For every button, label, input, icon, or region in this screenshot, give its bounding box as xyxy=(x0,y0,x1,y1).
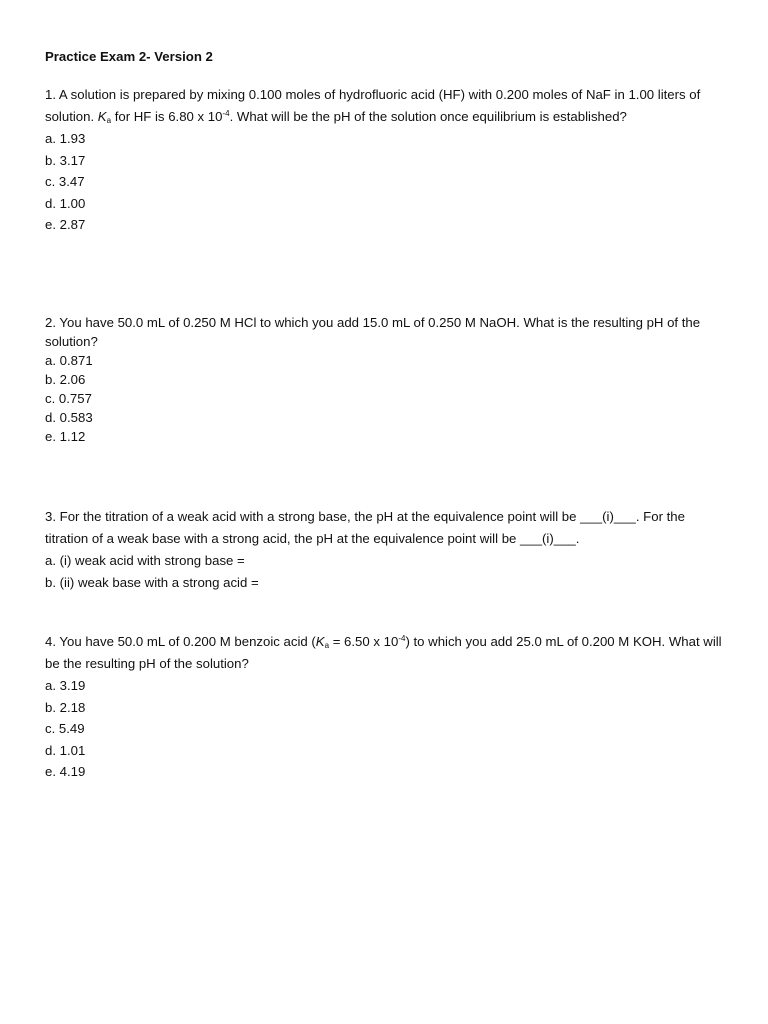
answer-option: b. 3.17 xyxy=(45,152,86,168)
answer-option: c. 0.757 xyxy=(45,391,92,406)
question-1-text-part: 1. A solution is prepared by mixing 0.100 moles of hydrofluoric acid (HF) with 0.200 moles of NaF in 1.00 liters of solution. xyxy=(45,87,701,124)
ka-symbol: K xyxy=(315,634,325,649)
answer-option: a. 1.93 xyxy=(45,131,86,146)
question-1-text-part: for HF is 6.80 x 10 xyxy=(111,109,223,124)
ka-symbol: K xyxy=(97,109,107,124)
answer-option: a. (i) weak acid with strong base = xyxy=(45,553,245,568)
question-4-text-part: = 6.50 x 10 xyxy=(329,634,399,649)
question-3-text: 3. For the titration of a weak acid with a strong base, the pH at the equivalence point will be ___(i)___. For the titration of a weak base with a strong acid, the pH at the equivalence point will be ___(i)___. xyxy=(45,509,685,546)
question-4-text-part: 4. You have 50.0 mL of 0.200 M benzoic acid ( xyxy=(45,634,316,649)
question-1-options xyxy=(45,128,725,236)
question-3 xyxy=(45,506,725,593)
question-4-text xyxy=(45,631,725,675)
answer-option: b. 2.06 xyxy=(45,372,86,387)
answer-option: d. 0.583 xyxy=(45,410,93,425)
answer-option: c. 5.49 xyxy=(45,721,85,737)
answer-option: d. 1.01 xyxy=(45,742,86,758)
question-1 xyxy=(45,84,725,236)
answer-option: b. (ii) weak base with a strong acid = xyxy=(45,574,259,590)
answer-option: e. 2.87 xyxy=(45,217,86,233)
question-2 xyxy=(45,313,725,446)
question-1-text xyxy=(45,84,725,128)
ka-subscript: a xyxy=(106,116,112,125)
question-3-options xyxy=(45,550,725,593)
exponent: -4 xyxy=(398,634,406,643)
answer-option: e. 1.12 xyxy=(45,429,86,444)
ka-subscript: a xyxy=(324,641,330,650)
question-4-options xyxy=(45,675,725,783)
answer-option: d. 1.00 xyxy=(45,195,86,211)
question-2-options xyxy=(45,351,725,446)
answer-option: c. 3.47 xyxy=(45,174,85,190)
question-4-text-part: ) to which you add 25.0 mL of 0.200 M KOH. What will be the resulting pH of the solution? xyxy=(45,634,722,671)
answer-option: a. 0.871 xyxy=(45,353,93,368)
question-4 xyxy=(45,631,725,783)
answer-option: a. 3.19 xyxy=(45,678,86,693)
document-page xyxy=(45,0,725,1024)
page-title: Practice Exam 2- Version 2 xyxy=(45,49,213,64)
answer-option: e. 4.19 xyxy=(45,764,86,780)
answer-option: b. 2.18 xyxy=(45,699,86,715)
question-1-text-part: . What will be the pH of the solution once equilibrium is established? xyxy=(229,109,627,124)
exponent: -4 xyxy=(222,109,230,118)
question-2-text: 2. You have 50.0 mL of 0.250 M HCl to which you add 15.0 mL of 0.250 M NaOH. What is the resulting pH of the solution? xyxy=(45,315,701,349)
